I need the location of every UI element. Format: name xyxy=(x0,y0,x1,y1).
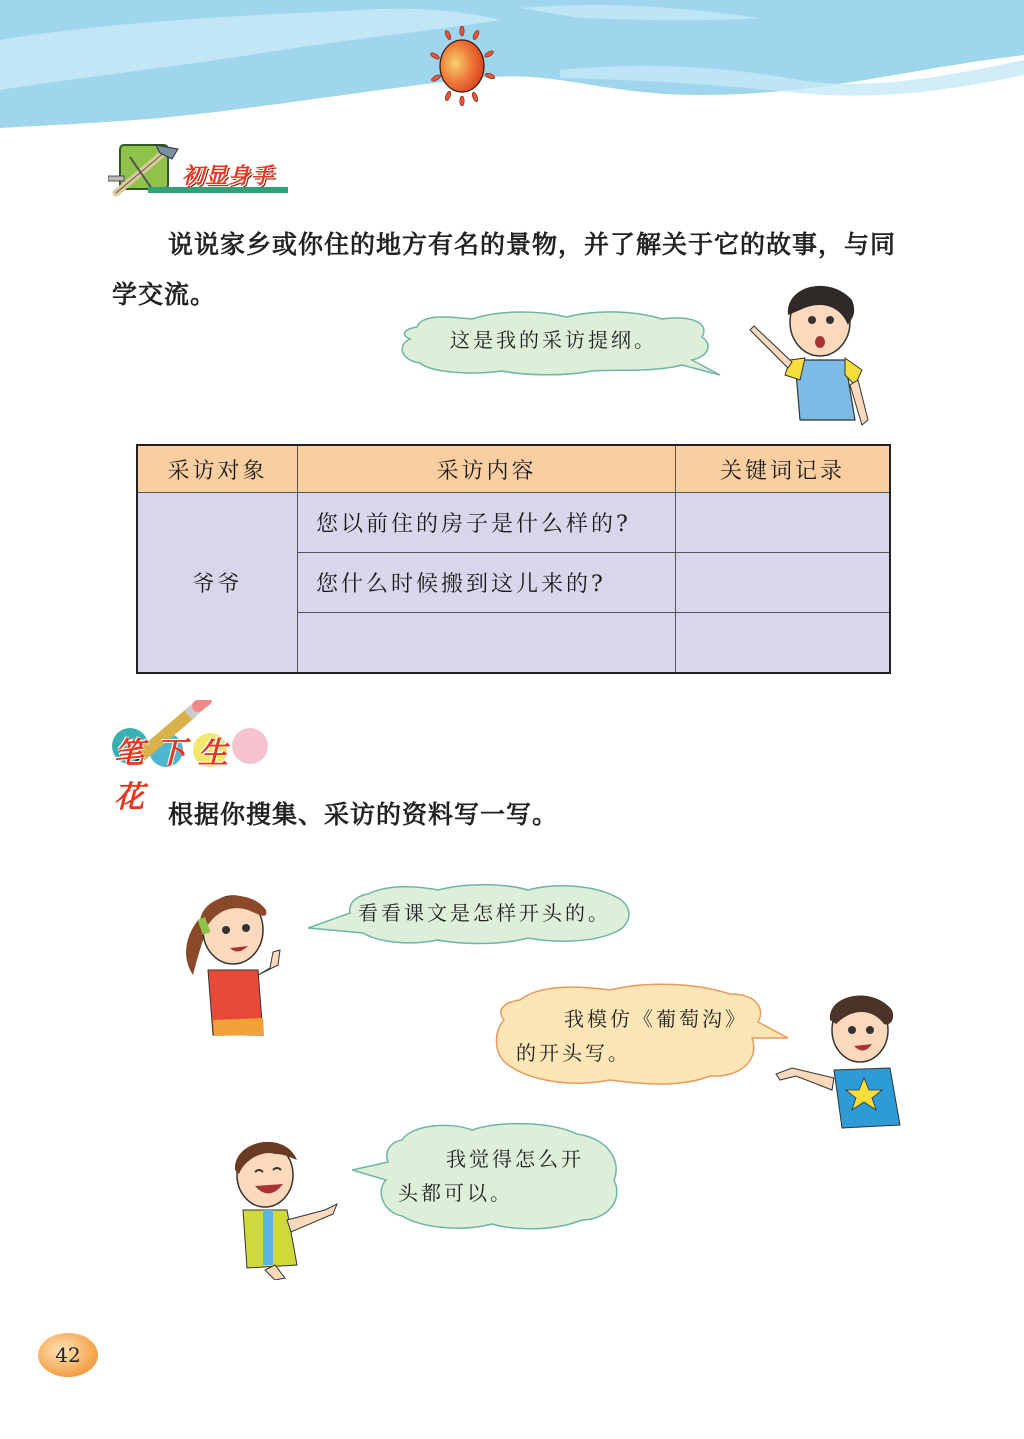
table-header-row xyxy=(137,445,890,493)
sun-icon xyxy=(422,26,502,106)
speech-text: 这是我的采访提纲。 xyxy=(450,328,657,352)
speech-text-line2: 头都可以。 xyxy=(398,1181,513,1205)
keyword-cell[interactable] xyxy=(676,613,891,674)
speech-text-line1: 我模仿《葡萄沟》 xyxy=(564,1007,748,1031)
interview-subject: 爷爷 xyxy=(137,493,298,674)
header-content: 采访内容 xyxy=(298,445,676,493)
sky-wave-banner xyxy=(0,0,1024,140)
interview-question-blank[interactable] xyxy=(298,613,676,674)
speech-bubble-boy-star xyxy=(490,980,790,1090)
boy-star-shirt-illustration xyxy=(772,990,912,1130)
section-logo-chuxianshenshou xyxy=(108,143,293,201)
page-number: 42 xyxy=(55,1343,81,1367)
speech-text-line1: 我觉得怎么开 xyxy=(446,1147,584,1171)
section-title: 笔下生花 xyxy=(114,736,240,815)
boy-yellow-jacket-illustration xyxy=(225,1130,345,1280)
header-subject: 采访对象 xyxy=(137,445,298,493)
speech-bubble-girl xyxy=(308,878,638,948)
interview-question: 您以前住的房子是什么样的? xyxy=(298,493,676,553)
keyword-cell[interactable] xyxy=(676,553,891,613)
page-number-badge xyxy=(38,1333,98,1377)
interview-question: 您什么时候搬到这儿来的? xyxy=(298,553,676,613)
boy-vest-illustration xyxy=(740,280,870,435)
speech-bubble-boy-jacket xyxy=(352,1120,624,1235)
girl-illustration xyxy=(178,880,288,1040)
instruction-text: 说说家乡或你住的地方有名的景物，并了解关于它的故事，与同学交流。 xyxy=(112,230,897,309)
speech-text: 看看课文是怎样开头的。 xyxy=(358,901,611,925)
section-title: 初显身手 xyxy=(182,164,275,189)
interview-outline-table xyxy=(136,444,891,674)
table-row xyxy=(137,493,890,553)
header-keywords: 关键词记录 xyxy=(676,445,891,493)
writing-instruction-text: 根据你搜集、采访的资料写一写。 xyxy=(168,800,559,829)
keyword-cell[interactable] xyxy=(676,493,891,553)
section-logo-bixiashenghua xyxy=(110,700,280,815)
speech-text-line2: 的开头写。 xyxy=(516,1041,631,1065)
speech-bubble-outline xyxy=(392,305,722,380)
